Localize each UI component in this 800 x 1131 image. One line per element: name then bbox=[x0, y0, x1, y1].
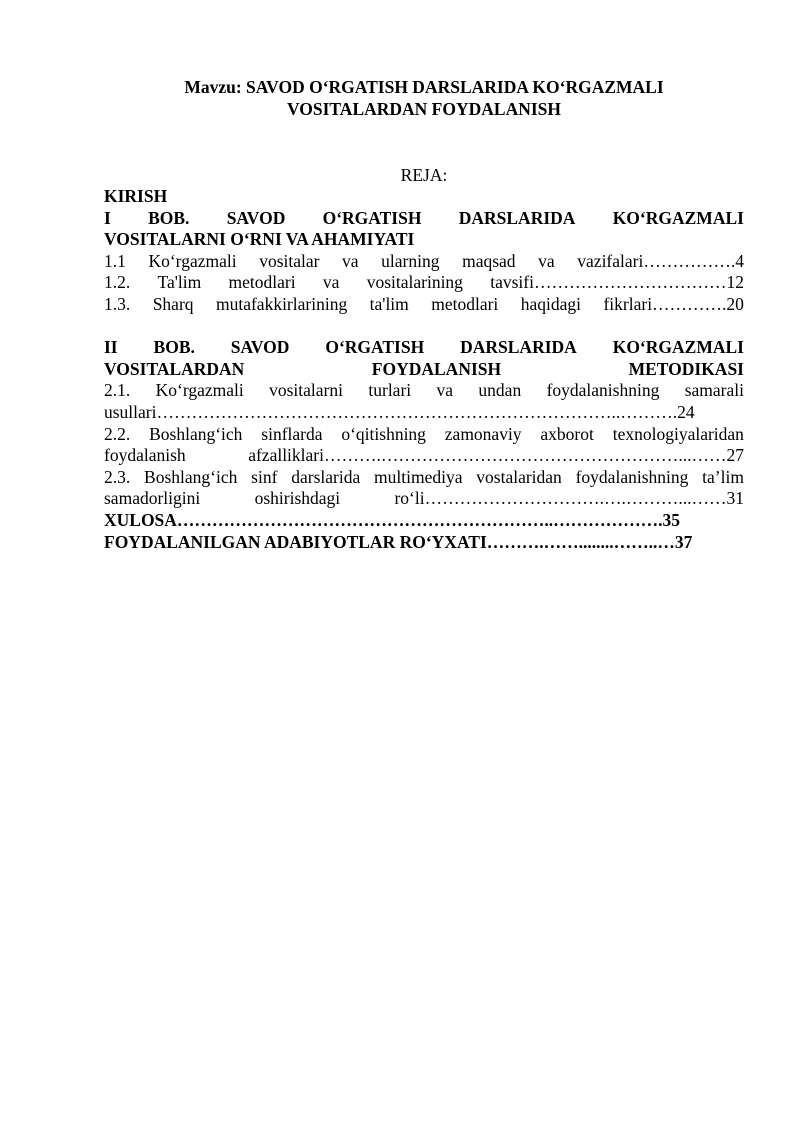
table-of-contents bbox=[104, 186, 744, 553]
toc-chapter-1-line-1 bbox=[104, 208, 744, 230]
toc-word: mutafakkirlarining bbox=[215, 293, 348, 314]
toc-word: 1.2. bbox=[104, 272, 131, 293]
toc-word: Boshlang‘ich bbox=[149, 423, 243, 444]
toc-word: 2.1. bbox=[104, 380, 131, 401]
toc-word: Sharq bbox=[152, 293, 194, 314]
toc-intro: KIRISH bbox=[104, 186, 168, 206]
toc-word: axborot bbox=[540, 423, 594, 444]
toc-word: vositalar bbox=[259, 250, 320, 271]
toc-word: metodlari bbox=[431, 293, 499, 314]
toc-word: METODIKASI bbox=[628, 358, 744, 379]
toc-word: KO‘RGAZMALI bbox=[612, 207, 744, 228]
toc-item-2-1-line-1 bbox=[104, 380, 744, 402]
toc-word: afzalliklari……….……………………………………………...……27 bbox=[248, 445, 744, 466]
toc-word: oshirishdagi bbox=[254, 488, 341, 509]
document-title bbox=[104, 76, 744, 120]
toc-word: vositalarni bbox=[269, 380, 343, 401]
toc-word: Ta'lim bbox=[157, 272, 202, 293]
toc-word: FOYDALANISH bbox=[371, 358, 502, 379]
toc-word: o‘qitishning bbox=[341, 423, 426, 444]
toc-word: vositalarining bbox=[366, 272, 463, 293]
toc-item-2-3-line-2 bbox=[104, 488, 744, 510]
title-line-2: VOSITALARDAN FOYDALANISH bbox=[286, 99, 561, 119]
toc-word: ularning bbox=[381, 250, 440, 271]
toc-word: KO‘RGAZMALI bbox=[612, 337, 744, 358]
toc-word: foydalanish bbox=[104, 445, 186, 466]
toc-word: va bbox=[436, 380, 454, 401]
toc-word: va bbox=[342, 250, 359, 271]
toc-word: samadorligini bbox=[104, 488, 201, 509]
toc-word: darslarida bbox=[291, 466, 361, 487]
toc-word: BOB. bbox=[153, 337, 195, 358]
toc-word: DARSLARIDA bbox=[458, 207, 576, 228]
toc-chapter-2-line-1 bbox=[104, 337, 744, 359]
toc-word: Ko‘rgazmali bbox=[148, 250, 237, 271]
toc-word: tavsifi……………………………12 bbox=[490, 272, 744, 293]
toc-bibliography: FOYDALANILGAN ADABIYOTLAR RO‘YXATI……….……........……..…37 bbox=[104, 531, 693, 552]
spacer bbox=[104, 316, 744, 338]
toc-word: samarali bbox=[684, 380, 744, 401]
toc-word: texnologiyalaridan bbox=[612, 423, 744, 444]
toc-word: sinf bbox=[251, 466, 278, 487]
toc-word: VOSITALARDAN bbox=[104, 358, 245, 379]
toc-word: metodlari bbox=[228, 272, 296, 293]
toc-word: I bbox=[104, 207, 111, 228]
toc-word: 1.1 bbox=[104, 250, 126, 271]
toc-word: zamonaviy bbox=[444, 423, 522, 444]
toc-word: SAVOD bbox=[226, 207, 286, 228]
toc-word: Ko‘rgazmali bbox=[155, 380, 244, 401]
toc-word: undan bbox=[478, 380, 522, 401]
toc-word: maqsad bbox=[462, 250, 516, 271]
toc-word: foydalanishning bbox=[546, 380, 660, 401]
toc-word: O‘RGATISH bbox=[322, 207, 422, 228]
toc-item-1-3 bbox=[104, 294, 744, 316]
toc-item-1-1 bbox=[104, 251, 744, 273]
toc-word: II bbox=[104, 337, 118, 358]
toc-word: DARSLARIDA bbox=[460, 337, 577, 358]
toc-word: multimediya bbox=[374, 466, 463, 487]
title-line-1: Mavzu: SAVOD O‘RGATISH DARSLARIDA KO‘RGAZMALI bbox=[184, 77, 664, 97]
toc-word: va bbox=[322, 272, 340, 293]
toc-word: haqidagi bbox=[520, 293, 582, 314]
toc-word: BOB. bbox=[148, 207, 190, 228]
toc-word: ta’lim bbox=[702, 466, 744, 487]
toc-chapter-2-line-2 bbox=[104, 359, 744, 381]
toc-word: foydalanishning bbox=[575, 466, 689, 487]
toc-word: turlari bbox=[368, 380, 412, 401]
toc-word: sinflarda bbox=[261, 423, 323, 444]
toc-word: ro‘li………………………….….………...……31 bbox=[394, 488, 744, 509]
toc-word: O‘RGATISH bbox=[325, 337, 425, 358]
toc-item-2-1-line-2: usullari……………………………………………………………………..……….24 bbox=[104, 401, 695, 422]
toc-item-1-2 bbox=[104, 272, 744, 294]
toc-word: 1.3. bbox=[104, 293, 131, 314]
toc-item-2-2-line-1 bbox=[104, 424, 744, 446]
toc-word: Boshlang‘ich bbox=[144, 466, 238, 487]
toc-word: SAVOD bbox=[230, 337, 290, 358]
toc-word: 2.2. bbox=[104, 423, 131, 444]
toc-word: ta'lim bbox=[369, 293, 409, 314]
toc-word: vazifalari…………….4 bbox=[577, 250, 744, 271]
toc-item-2-3-line-1 bbox=[104, 467, 744, 489]
toc-item-2-2-line-2 bbox=[104, 445, 744, 467]
toc-chapter-1-line-2: VOSITALARNI O‘RNI VA AHAMIYATI bbox=[104, 229, 415, 250]
toc-word: va bbox=[538, 250, 555, 271]
toc-word: fikrlari………….20 bbox=[603, 293, 744, 314]
toc-word: 2.3. bbox=[104, 466, 131, 487]
toc-word: vostalaridan bbox=[476, 466, 562, 487]
plan-heading: REJA: bbox=[400, 165, 448, 185]
toc-conclusion: XULOSA………………………………………………………..……………….35 bbox=[104, 509, 681, 530]
